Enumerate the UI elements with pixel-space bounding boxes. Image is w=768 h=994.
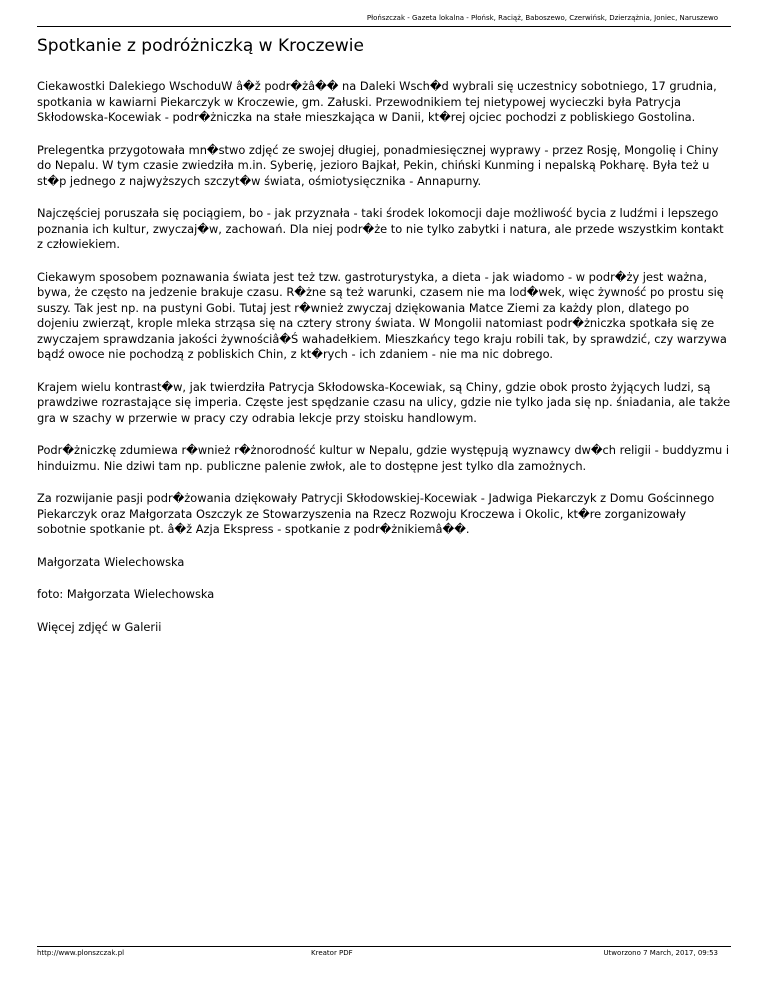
header-divider [37, 26, 731, 27]
article-paragraph-6: Podr�żniczkę zdumiewa r�wnież r�żnorodność kultur w Nepalu, gdzie występują wyznawcy dw�ch religii - buddyzmu i hinduizmu. Nie dziwi tam np. publiczne palenie zwłok, ale to dostępne jest tylko dla zamożnych. [37, 443, 730, 473]
article-paragraph-4: Ciekawym sposobem poznawania świata jest też tzw. gastroturystyka, a dieta - jak wiadomo - w podr�ży jest ważna, bywa, że często na jedzenie brakuje czasu. R�żne są też warunki, czasem nie ma lod�wek, więc żywność po prostu się suszy. Tak jest np. na pustyni Gobi. Tutaj jest r�wnież zwyczaj dziękowania Matce Ziemi za każdy plon, dlatego po dojeniu zwierząt, krople mleka strząsa się na cztery strony świata. W Mongolii natomiast podr�żniczka spotkała się ze zwyczajem sprawdzania jakości żywnościâ�Ś wahadełkiem. Mieszkańcy tego kraju robili tak, by sprawdzić, czy warzywa bądź owoce nie pochodzą z pobliskich Chin, z kt�rych - ich zdaniem - nie ma nic dobrego. [37, 269, 727, 361]
footer-divider [37, 946, 731, 947]
article-paragraph-2: Prelegentka przygotowała mn�stwo zdjęć ze swojej długiej, ponadmiesięcznej wyprawy - przez Rosję, Mongolię i Chiny do Nepalu. W tym czasie zwiedziła m.in. Syberię, jezioro Bajkał, Pekin, chiński Kunming i nepalską Pokharę. Była też u st�p jednego z najwyższych szczyt�w świata, ośmiotysięcznika - Annapurny. [37, 142, 719, 188]
author-name: Małgorzata Wielechowska [37, 554, 185, 569]
article-paragraph-1: Ciekawostki Dalekiego WschoduW â�ž podr�żâ�� na Daleki Wsch�d wybrali się uczestnicy sobotniego, 17 grudnia, spotkania w kawiarni Piekarczyk w Kroczewie, gm. Załuski. Przewodnikiem tej nietypowej wycieczki była Patrycja Skłodowska-Kocewiak - podr�żniczka na stałe mieszkająca w Danii, kt�rej ojciec pochodzi z pobliskiego Gostolina. [37, 79, 717, 124]
article-paragraph-5: Krajem wielu kontrast�w, jak twierdziła Patrycja Skłodowska-Kocewiak, są Chiny, gdzie obok prosto żyjących ludzi, są prawdziwe rozrastające się imperia. Częste jest spędzanie czasu na ulicy, gdzie nie tylko jada się np. śniadania, ale także gra w szachy w przerwie w pracy czy odrabia lekcje przy stoisku handlowym. [37, 379, 731, 425]
site-header-line: Płońszczak - Gazeta lokalna - Płońsk, Raciąż, Baboszewo, Czerwińsk, Dzierzążnia, Joniec, Naruszewo [366, 14, 718, 22]
footer-created-date: Utworzono 7 March, 2017, 09:53 [603, 949, 718, 957]
footer-url[interactable]: http://www.plonszczak.pl [37, 949, 125, 957]
article-body [37, 79, 731, 652]
article-title: Spotkanie z podróżniczką w Kroczewie [37, 36, 364, 56]
photo-credit: foto: Małgorzata Wielechowska [37, 587, 215, 601]
article-paragraph-3: Najczęściej poruszała się pociągiem, bo - jak przyznała - taki środek lokomocji daje możliwość bycia z ludźmi i lepszego poznania ich kultur, zwyczaj�w, zachowań. Dla niej podr�że to nie tylko zabytki i natura, ale przede wszystkim kontakt z człowiekiem. [37, 206, 724, 251]
gallery-link[interactable]: Więcej zdjęć w Galerii [37, 619, 162, 634]
article-paragraph-7: Za rozwijanie pasji podr�żowania dziękowały Patrycji Skłodowskiej-Kocewiak - Jadwiga Piekarczyk z Domu Gościnnego Piekarczyk oraz Małgorzata Oszczyk ze Stowarzyszenia na Rzecz Rozwoju Kroczewa i Okolic, kt�re zorganizowały sobotnie spotkanie pt. â�ž Azja Ekspress - spotkanie z podr�żnikiemâ��. [37, 491, 715, 536]
footer-generator: Kreator PDF [311, 949, 353, 957]
